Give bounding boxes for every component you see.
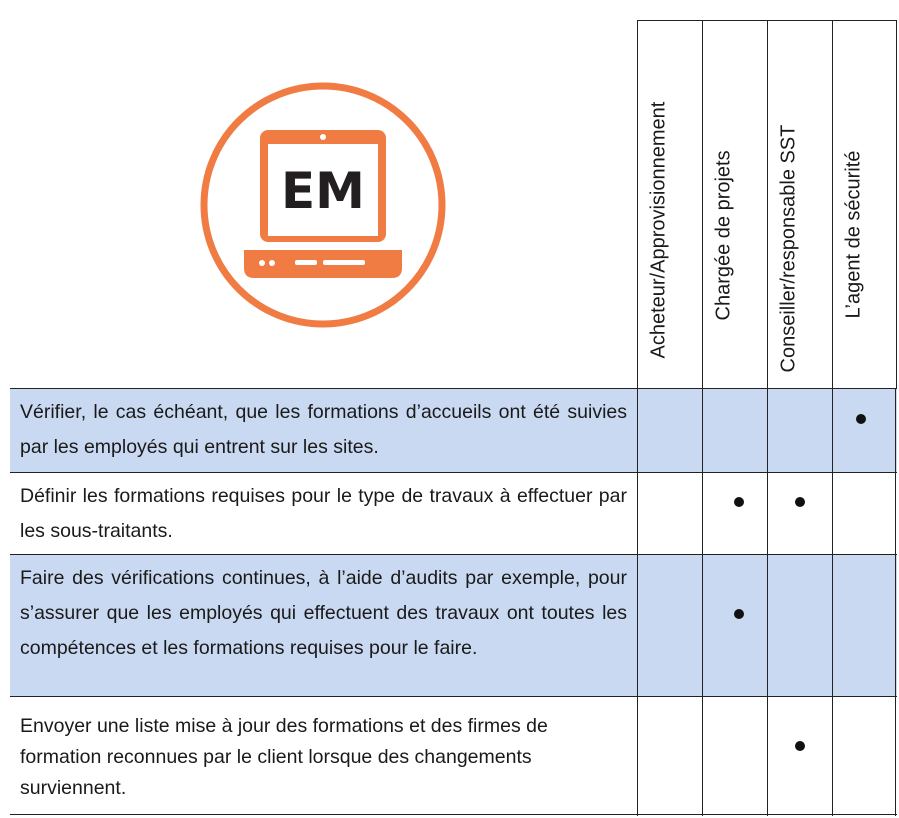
row-description: Définir les formations requises pour le type de travaux à effectuer par les sous-traitants. bbox=[20, 485, 627, 542]
responsibility-dot bbox=[856, 414, 866, 424]
column-header-acheteur bbox=[637, 20, 702, 388]
logo-text: EM bbox=[281, 162, 365, 220]
row-description: Vérifier, le cas échéant, que les formations d’accueils ont été suivies par les employés qui entrent sur les sites. bbox=[20, 401, 627, 458]
responsibility-dot bbox=[795, 497, 805, 507]
row-description: Envoyer une liste mise à jour des formations et des firmes de formation reconnues par le client lorsque des changements surviennent. bbox=[20, 715, 548, 799]
responsibility-dot bbox=[734, 609, 744, 619]
table-row bbox=[10, 696, 897, 816]
table-bottom-border bbox=[10, 814, 897, 815]
responsibility-dot bbox=[795, 741, 805, 751]
column-header-label: Acheteur/Approvisionnement bbox=[647, 101, 670, 359]
column-header-label: L’agent de sécurité bbox=[842, 150, 864, 319]
row-description: Faire des vérifications continues, à l’aide d’audits par exemple, pour s’assurer que les employés qui effectuent des travaux ont toutes les compétences et les formations requises pour le faire. bbox=[20, 567, 627, 659]
column-header-label: Chargée de projets bbox=[712, 150, 735, 321]
column-header-chargee-projets bbox=[702, 20, 767, 388]
column-header-label: Conseiller/responsable SST bbox=[777, 124, 800, 373]
column-header-agent-securite bbox=[832, 20, 897, 388]
responsibility-matrix bbox=[10, 20, 897, 816]
table-row bbox=[10, 388, 897, 472]
responsibility-dot bbox=[734, 497, 744, 507]
table-row bbox=[10, 472, 897, 554]
table-row bbox=[10, 554, 897, 696]
column-header-conseiller-sst bbox=[767, 20, 832, 388]
